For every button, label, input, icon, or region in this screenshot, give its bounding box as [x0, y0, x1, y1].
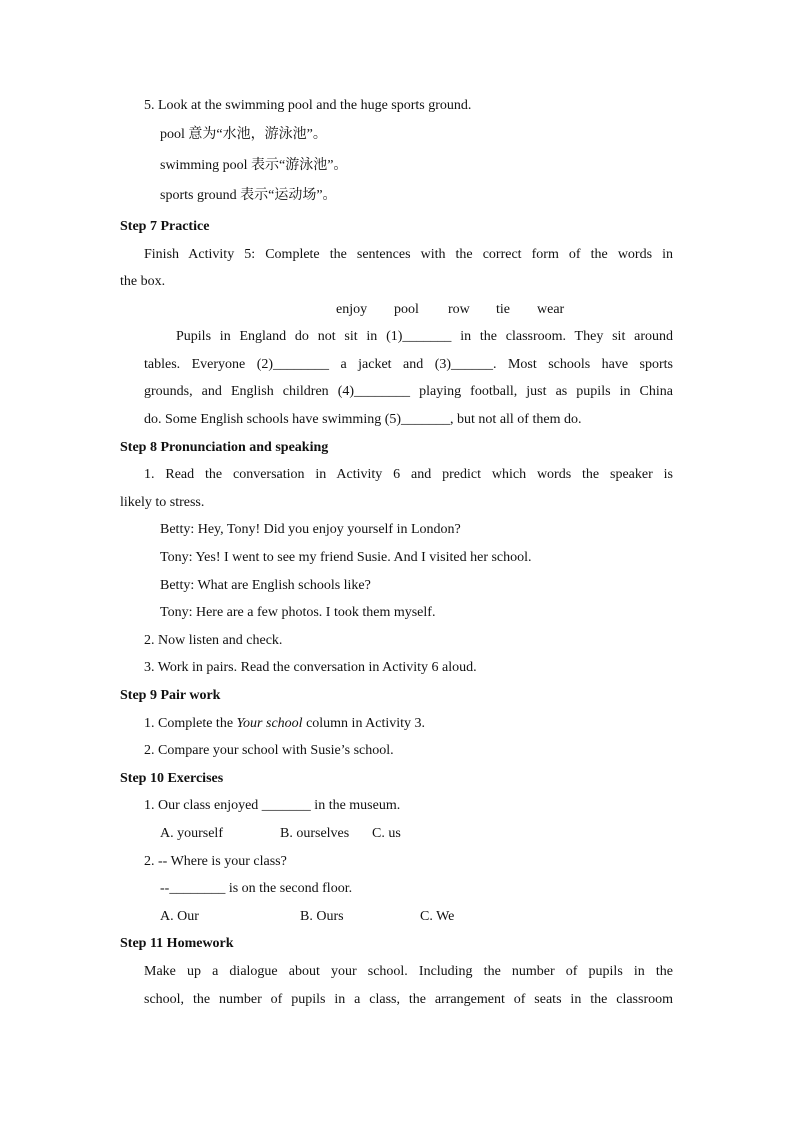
- word-box-enjoy: enjoy: [336, 302, 368, 317]
- item5-note-pool: pool 意为“水池，游泳池”。: [160, 127, 327, 142]
- exercise-q1-option-a: A. yourself: [160, 826, 223, 841]
- step8-item3: 3. Work in pairs. Read the conversation in Activity 6 aloud.: [144, 660, 477, 675]
- exercise-q1-option-c: C. us: [372, 826, 401, 841]
- word-box-tie: tie: [496, 302, 510, 317]
- step8-heading: Step 8 Pronunciation and speaking: [120, 440, 329, 455]
- step9-item1-emphasis: Your school: [236, 716, 303, 731]
- word-box: [336, 301, 564, 319]
- step9-heading: Step 9 Pair work: [120, 688, 221, 703]
- exercise-q1-options: [160, 825, 401, 843]
- step7-heading: Step 7 Practice: [120, 219, 210, 234]
- passage-line-4: do. Some English schools have swimming (5)_______, but not all of them do.: [144, 412, 582, 427]
- exercise-q2-options: [160, 908, 454, 926]
- step7-instruction-line-2: the box.: [120, 274, 166, 289]
- exercise-q1-option-b: B. ourselves: [280, 826, 350, 841]
- word-box-pool: pool: [394, 302, 419, 317]
- word-box-wear: wear: [537, 302, 565, 317]
- step8-item2: 2. Now listen and check.: [144, 633, 283, 648]
- exercise-q2-option-b: B. Ours: [300, 909, 344, 924]
- step9-item2: 2. Compare your school with Susie’s school.: [144, 743, 394, 758]
- homework-line-1: Make up a dialogue about your school. Including the number of pupils in the: [144, 964, 673, 979]
- step9-item1-post: column in Activity 3.: [302, 716, 426, 731]
- exercise-q2-option-c: C. We: [420, 909, 455, 924]
- dialogue-line-4: Tony: Here are a few photos. I took them myself.: [160, 605, 436, 620]
- step8-item1-line-2: likely to stress.: [120, 495, 205, 510]
- step8-item1-line-1: 1. Read the conversation in Activity 6 and predict which words the speaker is: [144, 467, 673, 482]
- passage-line-2: tables. Everyone (2)________ a jacket and (3)______. Most schools have sports: [144, 357, 673, 372]
- passage-line-1: Pupils in England do not sit in (1)_______ in the classroom. They sit around: [176, 329, 673, 344]
- step11-heading: Step 11 Homework: [120, 936, 234, 951]
- word-box-row: row: [448, 302, 470, 317]
- homework-line-2: school, the number of pupils in a class, the arrangement of seats in the classroom: [144, 992, 673, 1007]
- exercise-q2-prompt: 2. -- Where is your class?: [144, 854, 287, 869]
- dialogue-line-3: Betty: What are English schools like?: [160, 578, 371, 593]
- passage-line-3: grounds, and English children (4)________ playing football, just as pupils in China: [144, 384, 673, 399]
- item5-note-sports-ground: sports ground 表示“运动场”。: [160, 188, 337, 203]
- exercise-q2-reply: --________ is on the second floor.: [160, 881, 353, 896]
- item5-note-swimming-pool: swimming pool 表示“游泳池”。: [160, 158, 348, 173]
- exercise-q1: 1. Our class enjoyed _______ in the museum.: [144, 798, 401, 813]
- item5-line: 5. Look at the swimming pool and the huge sports ground.: [144, 98, 472, 113]
- dialogue-line-1: Betty: Hey, Tony! Did you enjoy yourself in London?: [160, 522, 461, 537]
- dialogue-line-2: Tony: Yes! I went to see my friend Susie. And I visited her school.: [160, 550, 532, 565]
- step10-heading: Step 10 Exercises: [120, 771, 224, 786]
- step9-item1-pre: 1. Complete the: [144, 716, 237, 731]
- step9-item1: [144, 715, 425, 733]
- step7-instruction-line-1: Finish Activity 5: Complete the sentences with the correct form of the words in: [144, 247, 673, 262]
- exercise-q2-option-a: A. Our: [160, 909, 199, 924]
